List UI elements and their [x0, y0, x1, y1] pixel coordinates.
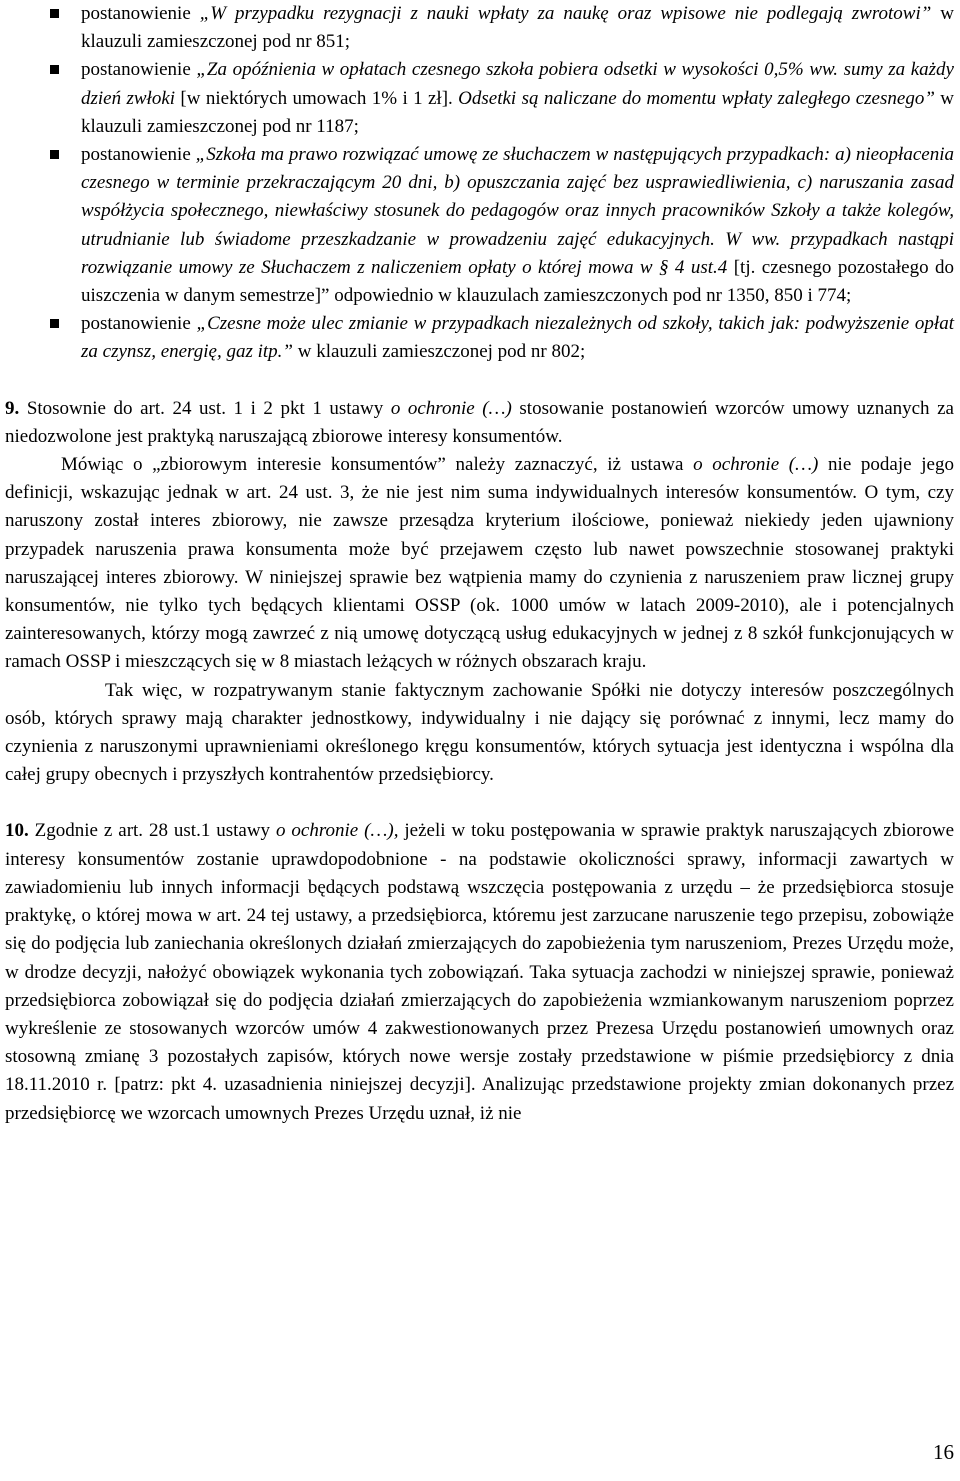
item-text: w klauzuli zamieszczonej pod nr 802;: [292, 341, 586, 363]
item-text: postanowienie: [81, 144, 196, 166]
section-9-paragraph-1: [5, 395, 954, 451]
paragraph-text: nie podaje jego definicji, wskazując jednak w art. 24 ust. 3, że nie jest nim suma indywidualnych interesów konsumentów. O tym, czy naruszony został interes zbiorowy, nie zawsze przesądza kryterium ilościowe, ponieważ niekiedy jeden ujawniony przypadek naruszenia prawa konsumenta może być przejawem często lub nawet powszechnie stosowanej praktyki naruszającej interes zbiorowy. W niniejszej sprawie bez wątpienia mamy do czynienia z naruszeniem praw licznej grupy konsumentów, nie tylko tych będących klientami OSSP (ok. 1000 umów w latach 2009-2010), ale i potencjalnych zainteresowanych, którzy mogą zawrzeć z nią umowę dotyczącą usług edukacyjnych w jednej z 8 szkół funkcjonujących w ramach OSSP i mieszczących się w 8 miastach leżących w różnych obszarach kraju.: [5, 454, 954, 673]
clause-quote: „Za opóźnienia w opłatach czesnego szkoła pobiera odsetki w wysokości 0,5% ww. sumy za każdy dzień zwłoki: [81, 59, 954, 109]
section-number: 9.: [5, 397, 20, 419]
clause-list: [5, 0, 954, 367]
clause-quote: „W przypadku rezygnacji z nauki wpłaty za naukę oraz wpisowe nie podlegają zwrotowi”: [199, 3, 932, 24]
item-text: postanowienie: [81, 313, 197, 335]
list-item: [5, 141, 954, 310]
page-number: 16: [933, 1440, 954, 1464]
list-item: [5, 56, 954, 141]
item-text: postanowienie: [81, 3, 200, 24]
spacer: [5, 789, 954, 817]
paragraph-text: jeżeli w toku postępowania w sprawie praktyk naruszających zbiorowe interesy konsumentów zostanie uprawdopodobnione - na podstawie okoliczności sprawy, informacji zawartych w zawiadomieniu lub innych informacji będących podstawą wszczęcia postępowania z urzędu – że przedsiębiorca stosuje praktykę, o której mowa w art. 24 tej ustawy, a przedsiębiorca, któremu jest zarzucane naruszenie tego przepisu, zobowiąże się do podjęcia lub zaniechania określonych działań zmierzających do zapobieżenia tym naruszeniom, Prezes Urzędu może, w drodze decyzji, nałożyć obowiązek wykonania tych zobowiązań. Taka sytuacja zachodzi w niniejszej sprawie, ponieważ przedsiębiorca zobowiązał się do podjęcia działań zmierzających do zapobieżenia wzmiankowanym naruszeniom poprzez wykreślenie ze stosowanych wzorców umów 4 zakwestionowanych przez Prezesa Urzędu postanowień umownych oraz stosowną zmianę 3 pozostałych zapisów, których nowe wersje zostały przedstawione w piśmie przedsiębiorcy z dnia 18.11.2010 r. [patrz: pkt 4. uzasadnienia niniejszej decyzji]. Analizując przedstawione projekty zmian dokonanych przez przedsiębiorcę we wzorcach umownych Prezes Urzędu uznał, iż nie: [5, 820, 954, 1124]
paragraph-text: stosowanie postanowień wzorców umowy uznanych za niedozwolone jest praktyką naruszającą zbiorowe interesy konsumentów.: [5, 397, 954, 447]
item-text: w klauzuli zamieszczonej pod nr 1187;: [81, 87, 954, 137]
clause-quote: „Szkoła ma prawo rozwiązać umowę ze słuchaczem w następujących przypadkach: a) nieopłacenia czesnego w terminie przekraczającym 20 dni, b) opuszczania zajęć bez usprawiedliwienia, c) naruszania zasad współżycia społecznego, niewłaściwy stosunek do pedagogów oraz innych pracowników Szkoły a także kolegów, utrudnianie lub świadome przeszkadzanie w prowadzeniu zajęć edukacyjnych. W ww. przypadkach nastąpi rozwiązanie umowy ze Słuchaczem z naliczeniem opłaty o której mowa w § 4 ust.4: [81, 144, 954, 278]
item-text: w klauzuli zamieszczonej pod nr 851;: [81, 3, 954, 53]
act-reference: o ochronie (…): [390, 397, 512, 419]
list-item: [5, 0, 954, 56]
paragraph-text: Zgodnie z art. 28 ust.1 ustawy: [28, 820, 276, 842]
item-text: [w niektórych umowach 1% i 1 zł].: [175, 87, 459, 109]
clause-quote: Odsetki są naliczane do momentu wpłaty zaległego czesnego”: [458, 87, 935, 109]
section-9-paragraph-2: [5, 451, 954, 677]
item-text: [tj. czesnego pozostałego do uiszczenia w danym semestrze]” odpowiednio w klauzulach zamieszczonych pod nr 1350, 850 i 774;: [81, 256, 954, 307]
act-reference: o ochronie (…): [693, 454, 819, 476]
spacer: [5, 367, 954, 395]
paragraph-text: Mówiąc o „zbiorowym interesie konsumentów” należy zaznaczyć, iż ustawa: [61, 454, 694, 476]
section-number: 10.: [5, 820, 29, 842]
section-10-paragraph: [5, 817, 954, 1127]
list-item: [5, 310, 954, 366]
section-9-paragraph-3: Tak więc, w rozpatrywanym stanie faktycznym zachowanie Spółki nie dotyczy interesów poszczególnych osób, których sprawy mają charakter jednostkowy, indywidualny i nie dający się porównać z innymi, lecz mamy do czynienia z naruszonymi uprawnieniami określonego kręgu konsumentów, których sytuacja jest identyczna i wspólna dla całej grupy obecnych i przyszłych kontrahentów przedsiębiorcy.: [5, 679, 954, 786]
item-text: postanowienie: [81, 59, 197, 81]
paragraph-text: Stosownie do art. 24 ust. 1 i 2 pkt 1 ustawy: [19, 397, 391, 419]
clause-quote: „Czesne może ulec zmianie w przypadkach niezależnych od szkoły, takich jak: podwyższenie opłat za czynsz, energię, gaz itp.”: [81, 313, 954, 363]
act-reference: o ochronie (…),: [275, 820, 399, 842]
